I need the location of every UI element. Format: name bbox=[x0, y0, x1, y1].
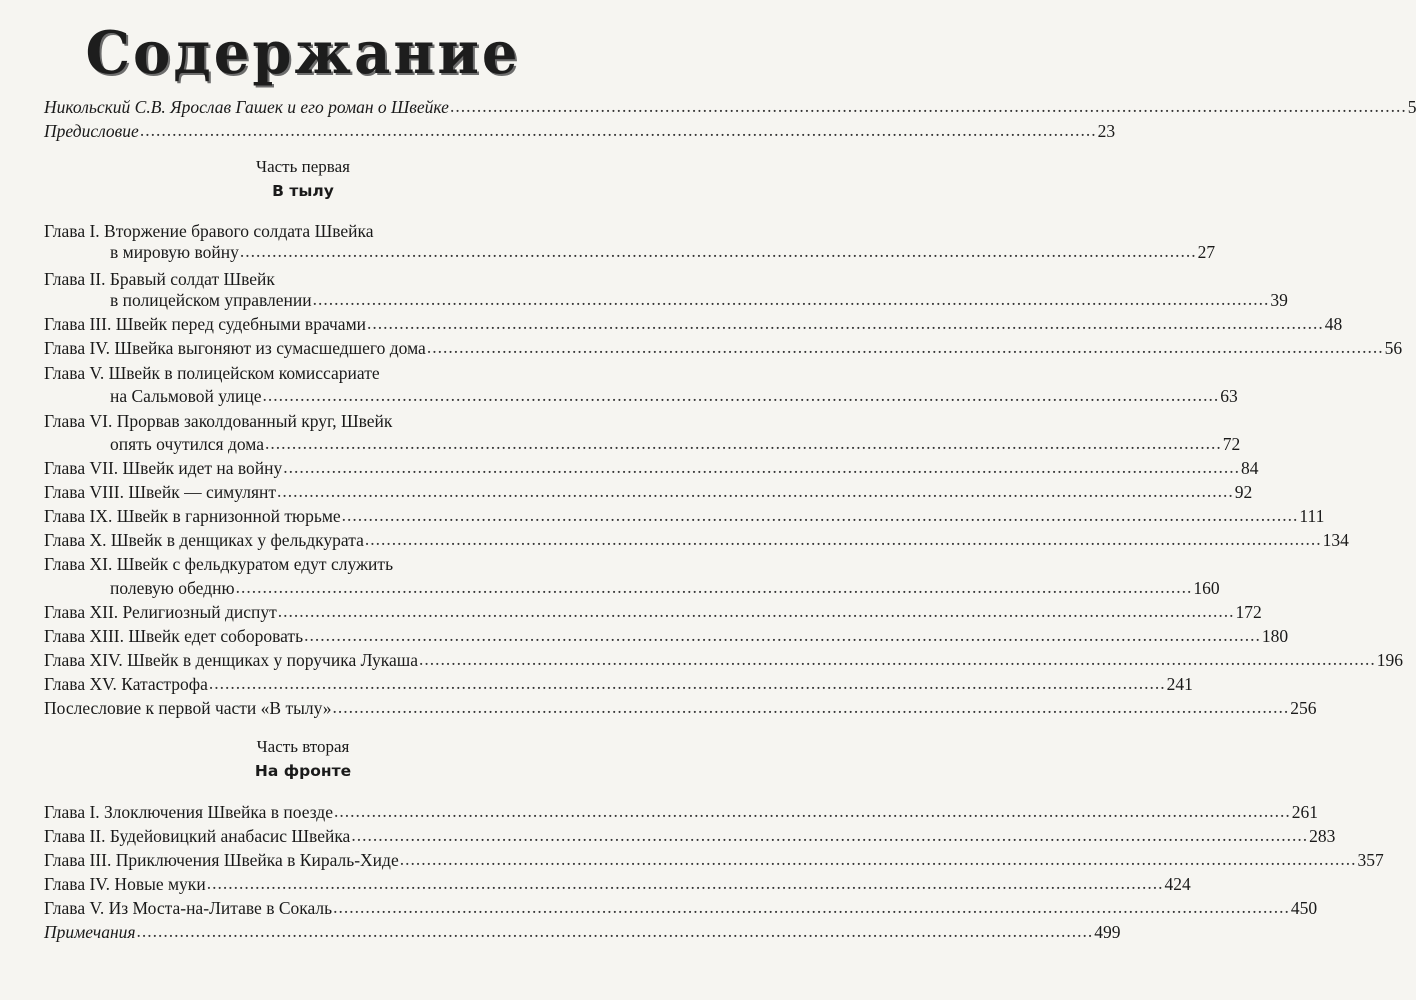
dot-leader bbox=[262, 383, 1219, 407]
dot-leader bbox=[313, 287, 1270, 311]
toc-entry-title: Глава XV. Катастрофа bbox=[44, 674, 208, 694]
toc-entry bbox=[44, 288, 1288, 312]
toc-entry-page: 196 bbox=[1376, 650, 1404, 670]
dot-leader bbox=[342, 503, 1299, 527]
toc-entry-title: Глава III. Швейк перед судебными врачами bbox=[44, 314, 367, 334]
dot-leader bbox=[400, 847, 1357, 871]
toc-entry-page: 450 bbox=[1290, 898, 1318, 918]
toc-entry-page: 92 bbox=[1234, 482, 1253, 502]
toc-entry bbox=[44, 240, 1216, 264]
toc-entry bbox=[44, 119, 1116, 143]
page-title bbox=[0, 10, 606, 96]
part-heading: Часть первая bbox=[256, 157, 350, 176]
toc-entry bbox=[44, 456, 1259, 480]
toc-entry bbox=[44, 95, 1416, 119]
toc-entry bbox=[44, 800, 1318, 824]
dot-leader bbox=[365, 527, 1322, 551]
toc-entry-page: 180 bbox=[1261, 626, 1289, 646]
toc-entry-title: Глава III. Приключения Швейка в Кираль-Хиде bbox=[44, 850, 399, 870]
toc-entry-page: 56 bbox=[1384, 338, 1403, 358]
toc-entry-page: 23 bbox=[1097, 121, 1116, 141]
toc-entry-title: Глава IV. Швейка выгоняют из сумасшедшего дома bbox=[44, 338, 426, 358]
toc-entry bbox=[44, 504, 1325, 528]
toc-entry-page: 39 bbox=[1270, 290, 1288, 310]
toc-entry bbox=[44, 848, 1384, 872]
toc-entry-title: Глава X. Швейк в денщиках у фельдкурата bbox=[44, 530, 364, 550]
toc-entry-page: 357 bbox=[1357, 850, 1384, 870]
part-subtitle: На фронте bbox=[254, 762, 352, 780]
toc-entry-title: Глава IV. Новые муки bbox=[44, 874, 206, 894]
toc-entry bbox=[44, 480, 1253, 504]
toc-entry-page: 261 bbox=[1291, 802, 1318, 822]
toc-entry-line1: Глава I. Вторжение бравого солдата Швейка bbox=[44, 221, 374, 241]
dot-leader bbox=[240, 239, 1197, 263]
toc-entry bbox=[44, 824, 1336, 848]
part-heading: Часть вторая bbox=[256, 737, 350, 756]
toc-entry-title: Предисловие bbox=[44, 121, 139, 141]
dot-leader bbox=[333, 895, 1290, 919]
toc-entry-title: Глава II. Будейовицкий анабасис Швейка bbox=[44, 826, 351, 846]
toc-entry-page: 63 bbox=[1220, 386, 1238, 406]
toc-entry-title: Глава V. Из Моста-на-Литаве в Сокаль bbox=[44, 898, 333, 918]
toc-entry bbox=[44, 576, 1220, 600]
toc-entry-title: Глава XII. Религиозный диспут bbox=[44, 602, 277, 622]
toc-entry-title: Глава IX. Швейк в гарнизонной тюрьме bbox=[44, 506, 341, 526]
toc-entry-page: 241 bbox=[1166, 674, 1193, 694]
toc-entry-page: 111 bbox=[1299, 506, 1325, 526]
part-subtitle: В тылу bbox=[272, 182, 334, 200]
dot-leader bbox=[367, 311, 1324, 335]
dot-leader bbox=[450, 94, 1407, 118]
toc-entry-title: полевую обедню bbox=[110, 578, 235, 598]
toc-entry bbox=[44, 920, 1121, 944]
toc-entry bbox=[44, 600, 1262, 624]
dot-leader bbox=[209, 671, 1166, 695]
toc-entry-title: в полицейском управлении bbox=[110, 290, 312, 310]
dot-leader bbox=[140, 118, 1097, 142]
toc-entry-title: Никольский С.В. Ярослав Гашек и его роман о Швейке bbox=[44, 97, 449, 117]
toc-entry-title: Глава VIII. Швейк — симулянт bbox=[44, 482, 277, 502]
toc-entry-title: Послесловие к первой части «В тылу» bbox=[44, 698, 332, 718]
dot-leader bbox=[236, 575, 1193, 599]
toc-entry-page: 283 bbox=[1309, 826, 1336, 846]
dot-leader bbox=[137, 919, 1094, 943]
dot-leader bbox=[419, 647, 1376, 671]
dot-leader bbox=[283, 455, 1240, 479]
page-title-text: Содержание bbox=[85, 18, 521, 88]
toc-entry bbox=[44, 696, 1317, 720]
toc-entry-page: 424 bbox=[1164, 874, 1191, 894]
toc-entry bbox=[44, 384, 1238, 408]
dot-leader bbox=[304, 623, 1261, 647]
toc-entry-title: Глава I. Злоключения Швейка в поезде bbox=[44, 802, 333, 822]
toc-entry bbox=[44, 528, 1349, 552]
toc-entry-title: на Сальмовой улице bbox=[110, 386, 262, 406]
toc-entry-page: 84 bbox=[1241, 458, 1259, 478]
toc-entry bbox=[44, 336, 1403, 360]
toc-entry bbox=[44, 648, 1404, 672]
dot-leader bbox=[207, 871, 1164, 895]
toc-entry bbox=[44, 312, 1343, 336]
toc-entry-title: в мировую войну bbox=[110, 242, 239, 262]
toc-entry-line1: Глава XI. Швейк с фельдкуратом едут служить bbox=[44, 554, 394, 574]
toc-entry-page: 499 bbox=[1094, 922, 1121, 942]
toc-entry bbox=[44, 624, 1289, 648]
toc-entry-page: 172 bbox=[1235, 602, 1262, 622]
toc-entry-line1: Глава II. Бравый солдат Швейк bbox=[44, 269, 275, 289]
toc-entry-page: 27 bbox=[1197, 242, 1216, 262]
toc-entry-title: опять очутился дома bbox=[110, 434, 264, 454]
toc-entry bbox=[44, 872, 1191, 896]
toc-entry-title: Примечания bbox=[44, 922, 136, 942]
toc-entry-page: 5 bbox=[1407, 97, 1416, 117]
toc-entry-page: 256 bbox=[1290, 698, 1317, 718]
toc-entry bbox=[44, 896, 1318, 920]
dot-leader bbox=[334, 799, 1291, 823]
toc-entry-title: Глава XIII. Швейк едет соборовать bbox=[44, 626, 304, 646]
toc-entry-title: Глава XIV. Швейк в денщиках у поручика Лукаша bbox=[44, 650, 419, 670]
dot-leader bbox=[427, 335, 1384, 359]
toc-entry-page: 160 bbox=[1193, 578, 1220, 598]
toc-entry-page: 72 bbox=[1222, 434, 1241, 454]
dot-leader bbox=[277, 479, 1234, 503]
dot-leader bbox=[278, 599, 1235, 623]
toc-entry-title: Глава VII. Швейк идет на войну bbox=[44, 458, 283, 478]
dot-leader bbox=[333, 695, 1290, 719]
toc-entry-line1: Глава V. Швейк в полицейском комиссариате bbox=[44, 363, 380, 383]
dot-leader bbox=[351, 823, 1308, 847]
toc-entry bbox=[44, 672, 1193, 696]
toc-entry bbox=[44, 432, 1241, 456]
dot-leader bbox=[265, 431, 1222, 455]
toc-entry-page: 134 bbox=[1322, 530, 1349, 550]
toc-entry-page: 48 bbox=[1324, 314, 1343, 334]
toc-entry-line1: Глава VI. Прорвав заколдованный круг, Швейк bbox=[44, 411, 393, 431]
